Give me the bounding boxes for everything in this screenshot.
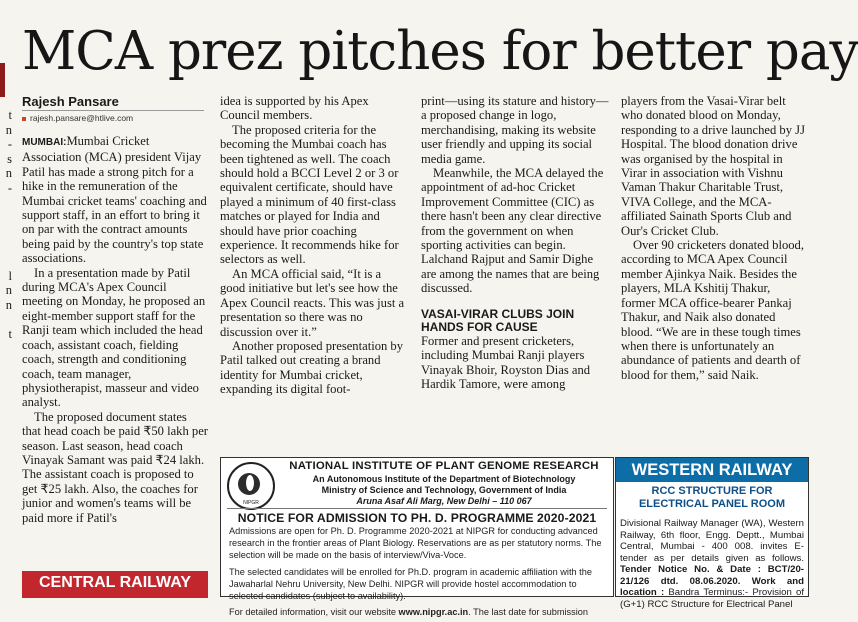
paragraph: In a presentation made by Patil during MCA's Apex Council meeting on Monday, he proposed an eight-member support staff for the Ranji team which included the head coach, assistant coach, fielding coach, strength and conditioning coach, team manager, physiotherapist, masseur and video analyst. (22, 265, 206, 410)
fragment-char: t (8, 108, 12, 122)
byline-email[interactable] (22, 113, 133, 123)
byline-name: Rajesh Pansare (22, 94, 119, 109)
fragment-char (0, 225, 12, 240)
fragment-char: n (5, 283, 12, 298)
ad-paragraph: For detailed information, visit our website www.nipgr.ac.in. The last date for submission (229, 607, 588, 618)
byline-rule (22, 110, 204, 111)
fragment-char: n (5, 297, 12, 312)
article-column-1 (22, 134, 208, 525)
nipgr-advertisement (220, 457, 614, 618)
wr-body: Divisional Railway Manager (WA), Western Railway, 6th floor, Engg. Deptt., Mumbai Central, Mumbai - 400 008. invites E-tender as per details given as follows. Tender Notice No. & Date : BCT/20-21/126 dtd. 08.06.2020. Work and location : Bandra Terminus:- Provision of (G+1) RCC Structure for Electrical Panel (620, 518, 804, 610)
article-column-2 (220, 94, 408, 397)
fragment-char: l (8, 268, 12, 283)
wr-tender-details: Tender Notice No. & Date : BCT/20-21/126 dtd. 08.06.2020. Work and location : (620, 564, 804, 598)
ad-address: Aruna Asaf Ali Marg, New Delhi – 110 067 (356, 496, 532, 506)
western-railway-advertisement (615, 457, 809, 610)
dateline: MUMBAI: (22, 137, 67, 148)
paragraph: idea is supported by his Apex Council members. (220, 94, 369, 123)
ad-notice-heading: NOTICE FOR ADMISSION TO PH. D. PROGRAMME 2020-2021 (227, 508, 607, 525)
fragment-char (0, 312, 12, 327)
wr-title: WESTERN RAILWAY (616, 458, 808, 482)
ad-website-link[interactable]: www.nipgr.ac.in (398, 607, 469, 618)
ad-title: NATIONAL INSTITUTE OF PLANT GENOME RESEARCH (289, 460, 599, 472)
ad-subtitle-2: Ministry of Science and Technology, Government of India (321, 485, 567, 495)
fragment-char: - (7, 137, 12, 152)
article-column-3 (421, 94, 609, 391)
fragment-char (0, 254, 12, 269)
central-railway-ad-header: CENTRAL RAILWAY (22, 568, 208, 598)
bullet-icon (22, 117, 26, 121)
paragraph: Another proposed presentation by Patil talked out creating a brand identity for Mumbai cricket, expanding its digital foot- (220, 338, 404, 397)
paragraph: MUMBAI:Mumbai Cricket Association (MCA) president Vijay Patil has made a strong pitch for a hike in the remuneration of the Mumbai cricket teams' coaching and support staff, in an effort to bring it on par with the contract amounts being paid by the country's top state associations. (22, 134, 207, 266)
wr-subtitle: RCC STRUCTURE FOR ELECTRICAL PANEL ROOM (638, 485, 786, 510)
paragraph: Meanwhile, the MCA delayed the appointment of ad-hoc Cricket Improvement Committee (CIC) as there hasn't been any clear directive from the government on when sporting activities can begin. Lalchand Rajput and Samir Dighe are among the names that are being discussed. (421, 166, 604, 296)
headline: MCA prez pitches for better pay (22, 21, 858, 82)
paragraph: The proposed criteria for the becoming the Mumbai coach has been tightened as well. The coach should hold a BCCI Level 2 or 3 or equivalent certificate, should have played a minimum of 40 first-class matches or played for India and should have prior coaching experience. It recommends hike for selectors as well. (220, 122, 399, 267)
ad-paragraph: Admissions are open for Ph. D. Programme 2020-2021 at NIPGR for conducting advanced research in the frontier areas of Plant Biology. Reservations are as per statutory norms. The selection will be made on the basis of interview/Viva-Voce. (229, 526, 602, 561)
paragraph: Former and present cricketers, including Mumbai Ranji players Vinayak Bhoir, Royston Dias and Hardik Tamore, were among (421, 333, 591, 391)
fragment-char: t (8, 326, 12, 341)
section-marker (0, 63, 5, 97)
article-column-4 (621, 94, 805, 382)
paragraph: The proposed document states that head coach be paid ₹50 lakh per season. Last season, head coach Vinayak Samant was paid ₹24 lakh. The assistant coach is proposed to get ₹25 lakh. Also, the coaches for junior and women's teams will be paid more if Patil's (22, 409, 208, 525)
adjacent-column-fragment (0, 108, 12, 595)
paragraph: players from the Vasai-Virar belt who donated blood on Monday, responding to a drive launched by JJ Hospital. The blood donation drive was organised by the hospital in Virar in association with Vishnu Vaman Thakur Charitable Trust, VIVA College, and the MCA-affiliated Sainath Sports Club and Our's Cricket Club. (621, 94, 805, 238)
ad-paragraph: The selected candidates will be enrolled for Ph.D. program in academic affiliation with the Jawaharlal Nehru University, New Delhi. NIPGR will provide hostel accommodation to selected candidates (subject to availability). (229, 566, 592, 602)
fragment-char: s (7, 151, 12, 166)
ad-body (229, 525, 607, 622)
fragment-char: n (5, 122, 12, 137)
paragraph: An MCA official said, “It is a good initiative but let's see how the Apex Council reacts. This was just a presentation so there was no discussion over it.” (220, 266, 405, 339)
fragment-char: n (5, 166, 12, 181)
ad-subtitle-1: An Autonomous Institute of the Department of Biotechnology (312, 474, 576, 484)
nipgr-logo-icon: NIPGR (227, 462, 275, 510)
fragment-char (0, 210, 12, 225)
email-text: rajesh.pansare@htlive.com (30, 113, 134, 123)
subheading: VASAI-VIRAR CLUBS JOIN HANDS FOR CAUSE (421, 306, 575, 334)
fragment-char: - (7, 180, 12, 195)
fragment-char (0, 239, 12, 254)
fragment-char (0, 196, 12, 211)
paragraph: Over 90 cricketers donated blood, according to MCA Apex Council member Ajinkya Naik. Besides the players, MLA Kshitij Thakur, former MCA office-bearer Pankaj Thakur, and Naik also donated blood. “We are in these tough times when there is unfortunately an abundance of patients and dearth of blood for them,” said Naik. (621, 238, 805, 382)
paragraph: print—using its stature and history—a proposed change in logo, merchandising, making its website user friendly and upping its social media game. (421, 94, 609, 166)
